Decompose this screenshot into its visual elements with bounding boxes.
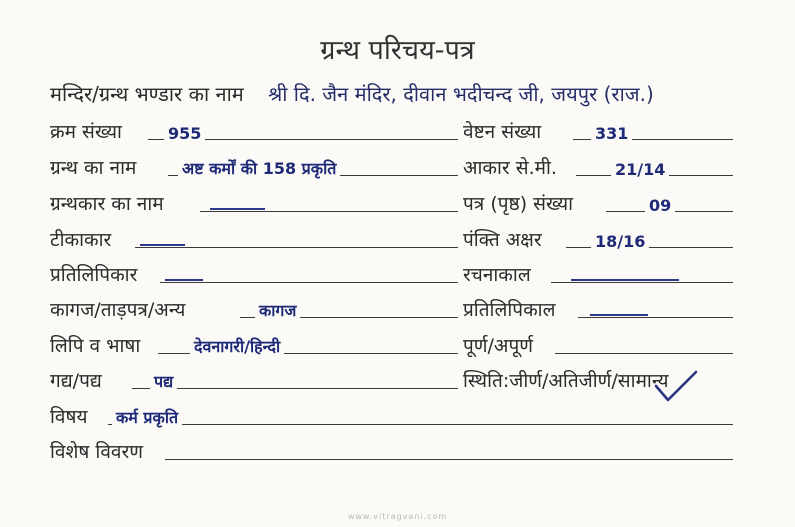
pankti-akshar-value: 18/16	[591, 232, 649, 251]
vishay-label: विषय	[50, 406, 88, 428]
watermark: www.vitragvani.com	[347, 512, 448, 521]
granth-naam-label: ग्रन्थ का नाम	[50, 157, 137, 179]
patra-sankhya-label: पत्र (पृष्ठ) संख्या	[463, 193, 574, 215]
aakar-value: 21/14	[611, 160, 669, 179]
pratilipikar-rule	[160, 282, 458, 283]
field-vishay	[50, 401, 733, 431]
field-aakar	[463, 152, 733, 182]
pankti-akshar-label: पंक्ति अक्षर	[463, 229, 542, 251]
field-pratilipikal	[463, 294, 733, 324]
temple-name-label: मन्दिर/ग्रन्थ भण्डार का नाम	[50, 82, 244, 106]
card-title: ग्रन्थ परिचय-पत्र	[320, 35, 475, 66]
pratilipikal-dash	[590, 314, 648, 316]
granthkar-naam-rule	[200, 211, 458, 212]
pratilipikal-label: प्रतिलिपिकाल	[463, 299, 556, 321]
temple-name-row	[50, 80, 654, 107]
field-granth-naam	[50, 152, 458, 182]
rachnakal-dash	[571, 279, 679, 281]
purna-apurna-label: पूर्ण/अपूर्ण	[463, 335, 533, 357]
lipi-bhasha-value: देवनागरी/हिन्दी	[190, 335, 284, 357]
teekakar-dash	[140, 244, 185, 246]
field-veshtan-sankhya	[463, 116, 733, 146]
field-granthkar-naam	[50, 188, 458, 218]
aakar-label: आकार से.मी.	[463, 157, 557, 179]
granthkar-naam-dash	[210, 208, 265, 210]
gadya-padya-rule	[132, 388, 458, 389]
field-vishesh-vivaran	[50, 436, 733, 466]
field-patra-sankhya	[463, 188, 733, 218]
rachnakal-rule	[551, 282, 733, 283]
veshtan-sankhya-label: वेष्टन संख्या	[463, 121, 542, 143]
field-kagaj	[50, 294, 458, 324]
granth-naam-value: अष्ट कर्मों की 158 प्रकृति	[178, 157, 340, 179]
vishesh-vivaran-label: विशेष विवरण	[50, 441, 143, 463]
field-gadya-padya	[50, 365, 458, 395]
field-rachnakal	[463, 259, 733, 289]
field-lipi-bhasha	[50, 330, 458, 360]
pratilipikal-rule	[578, 317, 733, 318]
teekakar-label: टीकाकार	[50, 229, 112, 251]
vishay-rule	[108, 424, 733, 425]
purna-apurna-rule	[555, 353, 733, 354]
field-pankti-akshar	[463, 224, 733, 254]
vishesh-vivaran-rule	[165, 459, 733, 460]
field-teekakar	[50, 224, 458, 254]
temple-name-value: श्री दि. जैन मंदिर, दीवान भदीचन्द जी, जयपुर (राज.)	[268, 82, 654, 106]
sthiti-label: स्थिति:जीर्ण/अतिजीर्ण/सामान्य	[463, 370, 669, 392]
kagaj-value: कागज	[255, 299, 300, 321]
vishay-value: कर्म प्रकृति	[112, 406, 182, 428]
teekakar-rule	[135, 247, 458, 248]
field-pratilipikar	[50, 259, 458, 289]
field-purna-apurna	[463, 330, 733, 360]
gadya-padya-value: पद्य	[150, 370, 177, 392]
gadya-padya-label: गद्य/पद्य	[50, 370, 102, 392]
kagaj-label: कागज/ताड़पत्र/अन्य	[50, 299, 186, 321]
veshtan-sankhya-value: 331	[591, 124, 632, 143]
pratilipikar-dash	[165, 279, 203, 281]
kram-sankhya-label: क्रम संख्या	[50, 121, 122, 143]
field-kram-sankhya	[50, 116, 458, 146]
checkmark-icon	[652, 366, 700, 406]
kram-sankhya-value: 955	[164, 124, 205, 143]
granthkar-naam-label: ग्रन्थकार का नाम	[50, 193, 164, 215]
rachnakal-label: रचनाकाल	[463, 264, 531, 286]
patra-sankhya-value: 09	[645, 196, 675, 215]
lipi-bhasha-label: लिपि व भाषा	[50, 335, 141, 357]
pratilipikar-label: प्रतिलिपिकार	[50, 264, 138, 286]
